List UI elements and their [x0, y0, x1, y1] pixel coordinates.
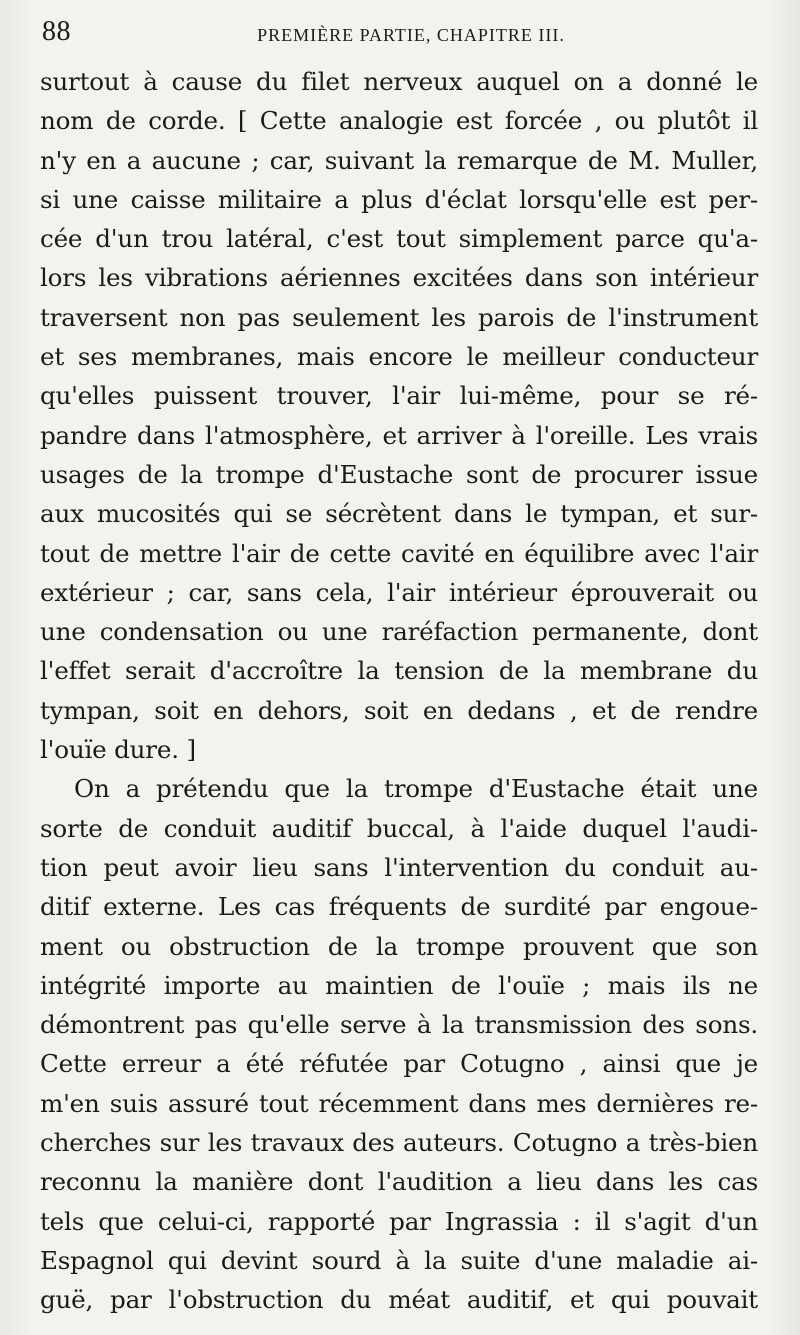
text-line: tympan, soit en dehors, soit en dedans , et de rendre	[40, 695, 758, 725]
text-line: si une caisse militaire a plus d'éclat lorsqu'elle est per-	[40, 184, 758, 214]
text-line: reconnu la manière dont l'audition a lieu dans les cas	[40, 1167, 758, 1197]
text-line: usages de la trompe d'Eustache sont de procurer issue	[40, 459, 758, 489]
text-line: traversent non pas seulement les parois de l'instrument	[40, 302, 758, 332]
text-line: démontrent pas qu'elle serve à la transmission des sons.	[40, 1010, 758, 1040]
paragraph	[40, 62, 758, 769]
text-line: Espagnol qui devint sourd à la suite d'une maladie ai-	[40, 1245, 758, 1275]
text-line: surtout à cause du filet nerveux auquel on a donné le	[40, 67, 758, 96]
text-line: qu'elles puissent trouver, l'air lui-même, pour se ré-	[40, 381, 758, 411]
text-line: l'effet serait d'accroître la tension de la membrane du	[40, 656, 758, 686]
text-line: cée d'un trou latéral, c'est tout simplement parce qu'a-	[40, 224, 758, 254]
text-line: l'ouïe dure. ]	[40, 735, 196, 765]
text-line: une condensation ou une raréfaction permanente, dont	[40, 617, 758, 647]
text-line: n'y en a aucune ; car, suivant la remarque de M. Muller,	[40, 145, 758, 175]
running-title: PREMIÈRE PARTIE, CHAPITRE III.	[257, 25, 565, 45]
text-line: ditif externe. Les cas fréquents de surdité par engoue-	[40, 892, 758, 922]
text-line: cherches sur les travaux des auteurs. Cotugno a très-bien	[40, 1128, 758, 1158]
text-line: et ses membranes, mais encore le meilleur conducteur	[40, 342, 758, 372]
text-line: tels que celui-ci, rapporté par Ingrassia : il s'agit d'un	[40, 1206, 758, 1236]
text-line: sorte de conduit auditif buccal, à l'aide duquel l'audi-	[40, 813, 758, 843]
text-line: guë, par l'obstruction du méat auditif, et qui pouvait	[40, 1285, 758, 1315]
text-line: ment ou obstruction de la trompe prouvent que son	[40, 931, 758, 961]
text-line: intégrité importe au maintien de l'ouïe ; mais ils ne	[40, 970, 758, 1000]
paragraph	[40, 769, 758, 1319]
text-line: nom de corde. [ Cette analogie est forcée , ou plutôt il	[40, 106, 758, 136]
text-line: On a prétendu que la trompe d'Eustache était une	[74, 774, 758, 804]
text-line: Cette erreur a été réfutée par Cotugno , ainsi que je	[40, 1049, 758, 1079]
text-line: m'en suis assuré tout récemment dans mes dernières re-	[40, 1088, 758, 1118]
text-line: pandre dans l'atmosphère, et arriver à l'oreille. Les vrais	[40, 420, 758, 450]
text-line: lors les vibrations aériennes excitées dans son intérieur	[40, 263, 758, 293]
body-text	[40, 62, 758, 1320]
text-line: aux mucosités qui se sécrètent dans le tympan, et sur-	[40, 499, 758, 529]
page-header	[36, 14, 776, 54]
text-line: tion peut avoir lieu sans l'intervention du conduit au-	[40, 852, 758, 882]
page-number: 88	[42, 16, 71, 47]
text-line: extérieur ; car, sans cela, l'air intérieur éprouverait ou	[40, 577, 758, 607]
text-line: tout de mettre l'air de cette cavité en équilibre avec l'air	[40, 538, 758, 568]
